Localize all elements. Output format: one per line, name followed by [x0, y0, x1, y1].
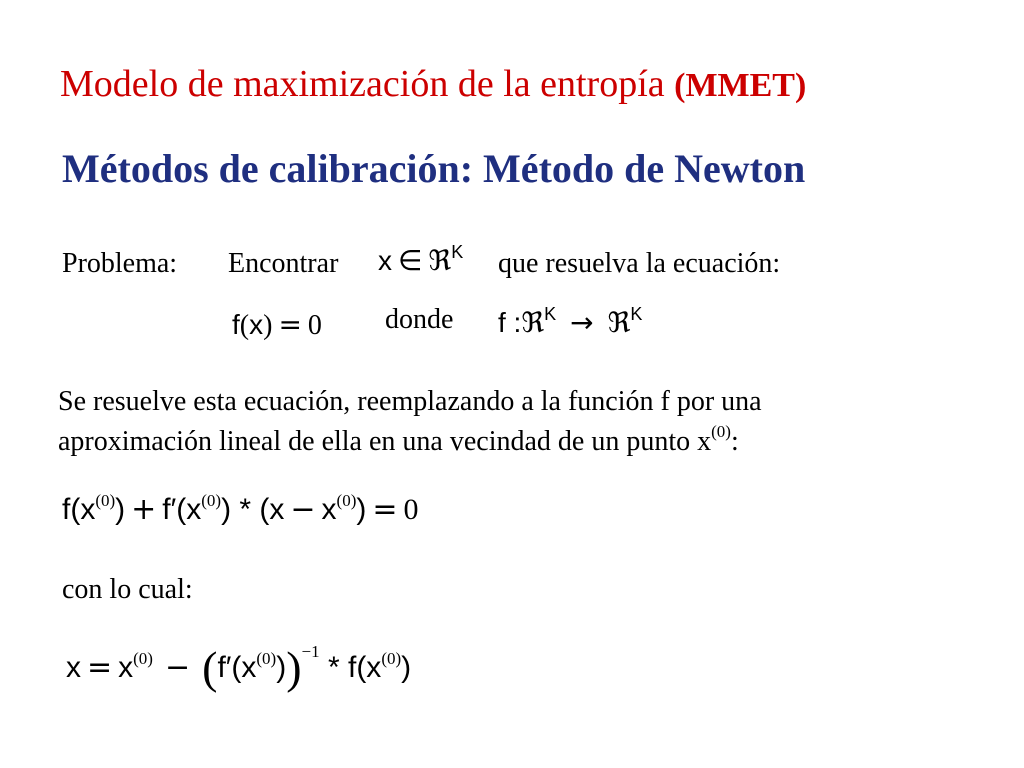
conclusion-text: con lo cual:: [62, 574, 193, 605]
problem-find-text: Encontrar: [228, 248, 339, 279]
paragraph-line-2: [58, 422, 739, 458]
problem-label: Problema:: [62, 248, 178, 279]
superscript-zero: (0): [711, 422, 731, 441]
zero-value: 0: [403, 493, 419, 526]
exponent-k: K: [544, 304, 557, 324]
paragraph-line-1: Se resuelve esta ecuación, reemplazando a la función f por una: [58, 386, 762, 417]
exponent-k: K: [451, 242, 464, 262]
superscript-zero: (0): [381, 649, 402, 668]
superscript-zero: (0): [133, 649, 153, 668]
equation-f-mapping: f :ℜ$^K$ → ℜ$^K$: [498, 304, 643, 339]
superscript-zero: (0): [201, 491, 222, 510]
equation-x-in-rk: x ∈ ℜ$^K$: [378, 242, 464, 277]
superscript-zero: (0): [95, 491, 116, 510]
where-text: donde: [385, 304, 454, 335]
equation-linear-approximation: $f(x^{(0)}) + f'(x^{(0)}) * (x - x^{(0)}) = 0$: [62, 491, 419, 527]
exponent-k: K: [630, 304, 643, 324]
paragraph-line-2-text: aproximación lineal de ella en una vecindad de un punto x: [58, 426, 712, 457]
slide-subtitle: Métodos de calibración: Método de Newton: [62, 146, 806, 191]
equation-newton-update: $x = x^{(0)} - (f'(x^{(0)}))^{-1} * f(x^{(0)})$: [66, 642, 412, 693]
title-main: Modelo de maximización de la entropía: [60, 63, 665, 105]
title-acronym: (MMET): [674, 67, 807, 104]
superscript-zero: (0): [336, 491, 357, 510]
exponent-minus-one: −1: [301, 642, 320, 661]
slide-title: [60, 62, 806, 106]
paragraph-line-2-colon: :: [730, 426, 739, 457]
equation-f-equals-zero: f(x) = 0: [232, 308, 322, 341]
superscript-zero: (0): [256, 649, 277, 668]
problem-rest-text: que resuelva la ecuación:: [498, 248, 781, 279]
zero-value: 0: [307, 310, 322, 341]
